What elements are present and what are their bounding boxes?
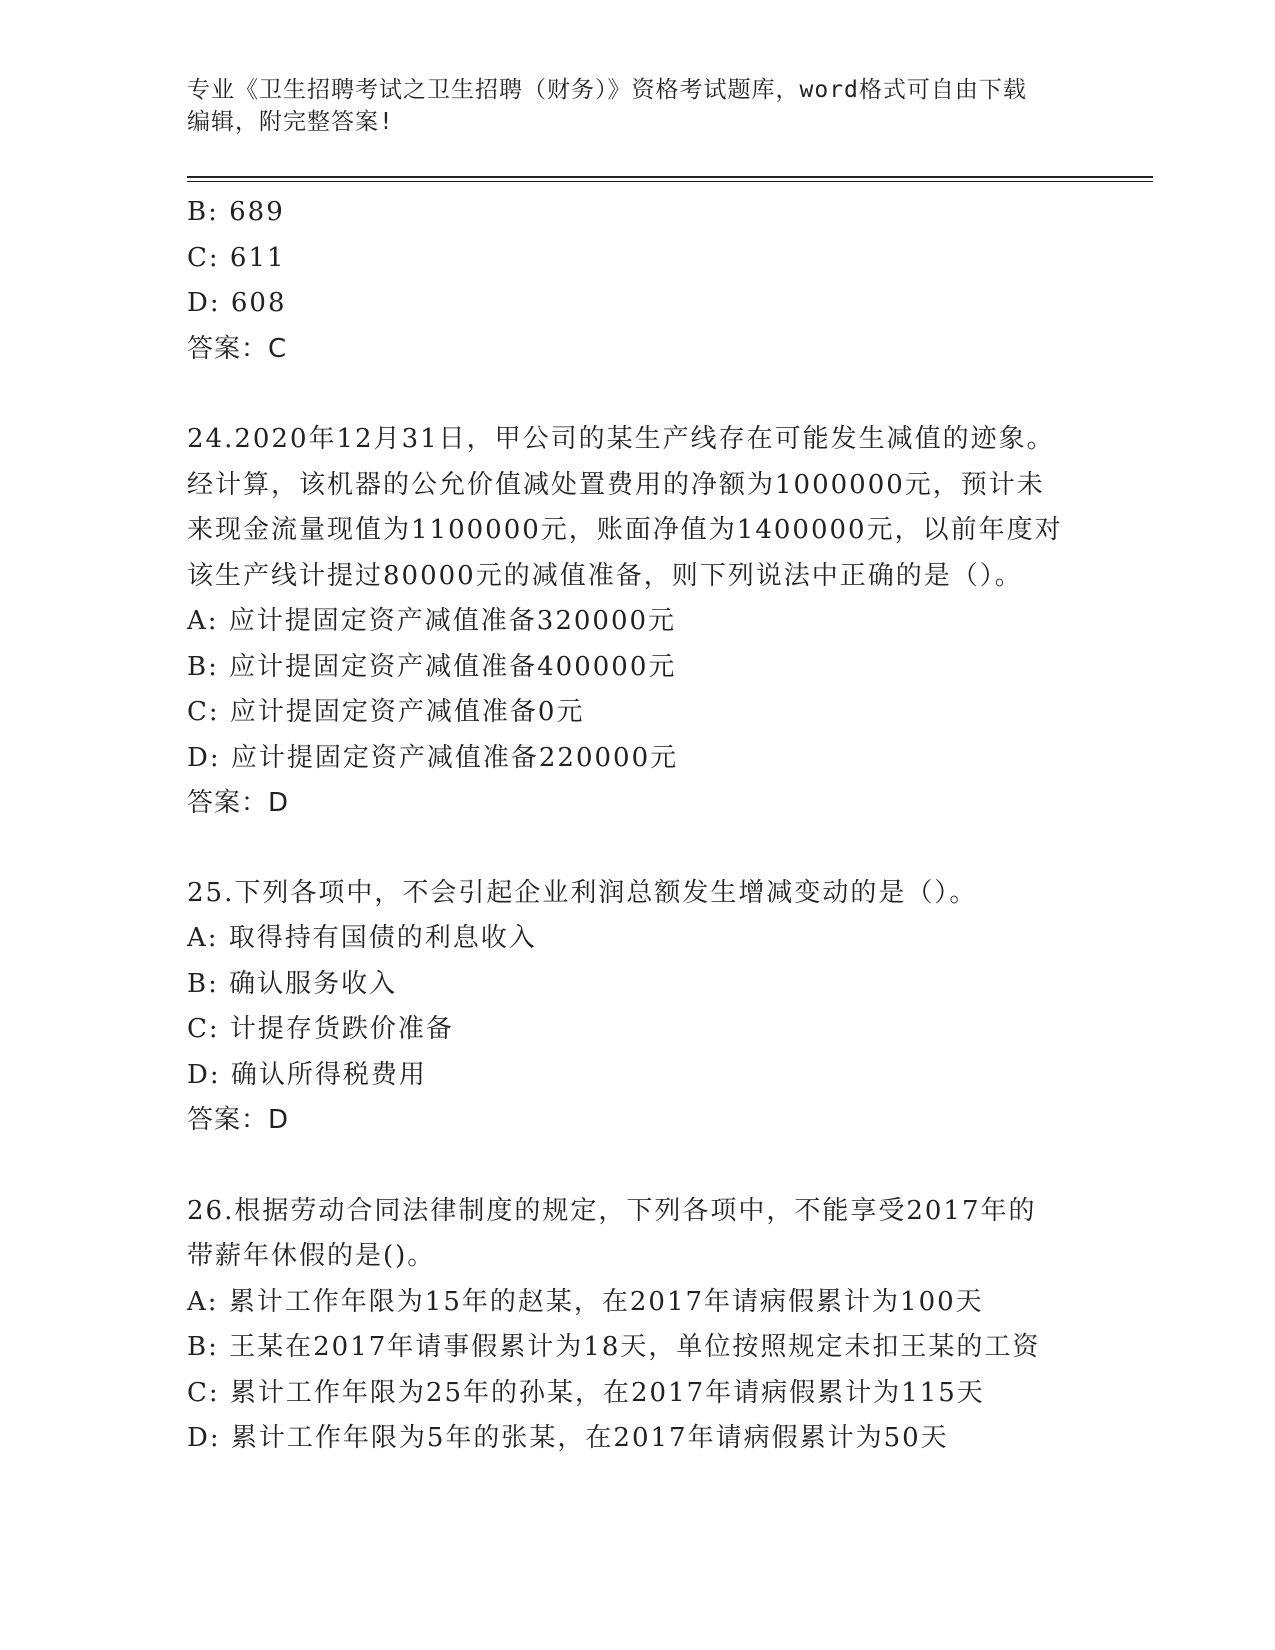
answer-line: 答案：D [187, 1105, 290, 1135]
question-stem-line: 经计算，该机器的公允价值减处置费用的净额为1000000元，预计未 [187, 469, 1045, 500]
question-24 [187, 417, 1117, 827]
question-stem-line: 该生产线计提过80000元的减值准备，则下列说法中正确的是（）。 [187, 560, 1023, 591]
question-stem-line: 25.下列各项中，不会引起企业利润总额发生增减变动的是（）。 [187, 877, 978, 908]
option-d: D: 608 [187, 288, 287, 318]
question-stem-line: 24.2020年12月31日，甲公司的某生产线存在可能发生减值的迹象。 [187, 424, 1055, 454]
header-divider-thick [187, 176, 1153, 178]
header-title-line-1: 专业《卫生招聘考试之卫生招聘（财务）》资格考试题库，word格式可自由下载 [187, 77, 1027, 103]
header-title-line-2: 编辑，附完整答案! [187, 109, 394, 135]
question-25 [187, 871, 1117, 1144]
option-b: B: 689 [187, 197, 285, 227]
option-b: B: 应计提固定资产减值准备400000元 [187, 651, 677, 682]
option-d: D: 应计提固定资产减值准备220000元 [187, 742, 679, 773]
option-a: A: 取得持有国债的利息收入 [187, 923, 537, 953]
option-c: C: 611 [187, 242, 286, 273]
question-spacer [187, 372, 1117, 417]
question-23 [187, 190, 1117, 372]
option-b: B: 王某在2017年请事假累计为18天，单位按照规定未扣王某的工资 [187, 1332, 1041, 1362]
header-divider-thin [187, 181, 1153, 182]
question-stem-line: 26.根据劳动合同法律制度的规定，下列各项中，不能享受2017年的 [187, 1195, 1037, 1226]
question-spacer [187, 1144, 1117, 1189]
question-spacer [187, 827, 1117, 871]
option-a: A: 应计提固定资产减值准备320000元 [187, 606, 677, 636]
option-d: D: 累计工作年限为5年的张某，在2017年请病假累计为50天 [187, 1423, 949, 1453]
option-a: A: 累计工作年限为15年的赵某，在2017年请病假累计为100天 [187, 1286, 984, 1317]
question-26 [187, 1189, 1117, 1462]
option-b: B: 确认服务收入 [187, 968, 398, 999]
option-c: C: 应计提固定资产减值准备0元 [187, 697, 585, 727]
answer-line: 答案：C [187, 333, 288, 364]
question-stem-line: 来现金流量现值为1100000元，账面净值为1400000元，以前年度对 [187, 515, 1063, 545]
document-body [187, 190, 1117, 1462]
question-stem-line: 带薪年休假的是()。 [187, 1241, 436, 1271]
document-header [187, 74, 1087, 138]
option-d: D: 确认所得税费用 [187, 1059, 427, 1090]
option-c: C: 累计工作年限为25年的孙某，在2017年请病假累计为115天 [187, 1377, 985, 1408]
option-c: C: 计提存货跌价准备 [187, 1014, 454, 1044]
answer-line: 答案：D [187, 788, 290, 818]
